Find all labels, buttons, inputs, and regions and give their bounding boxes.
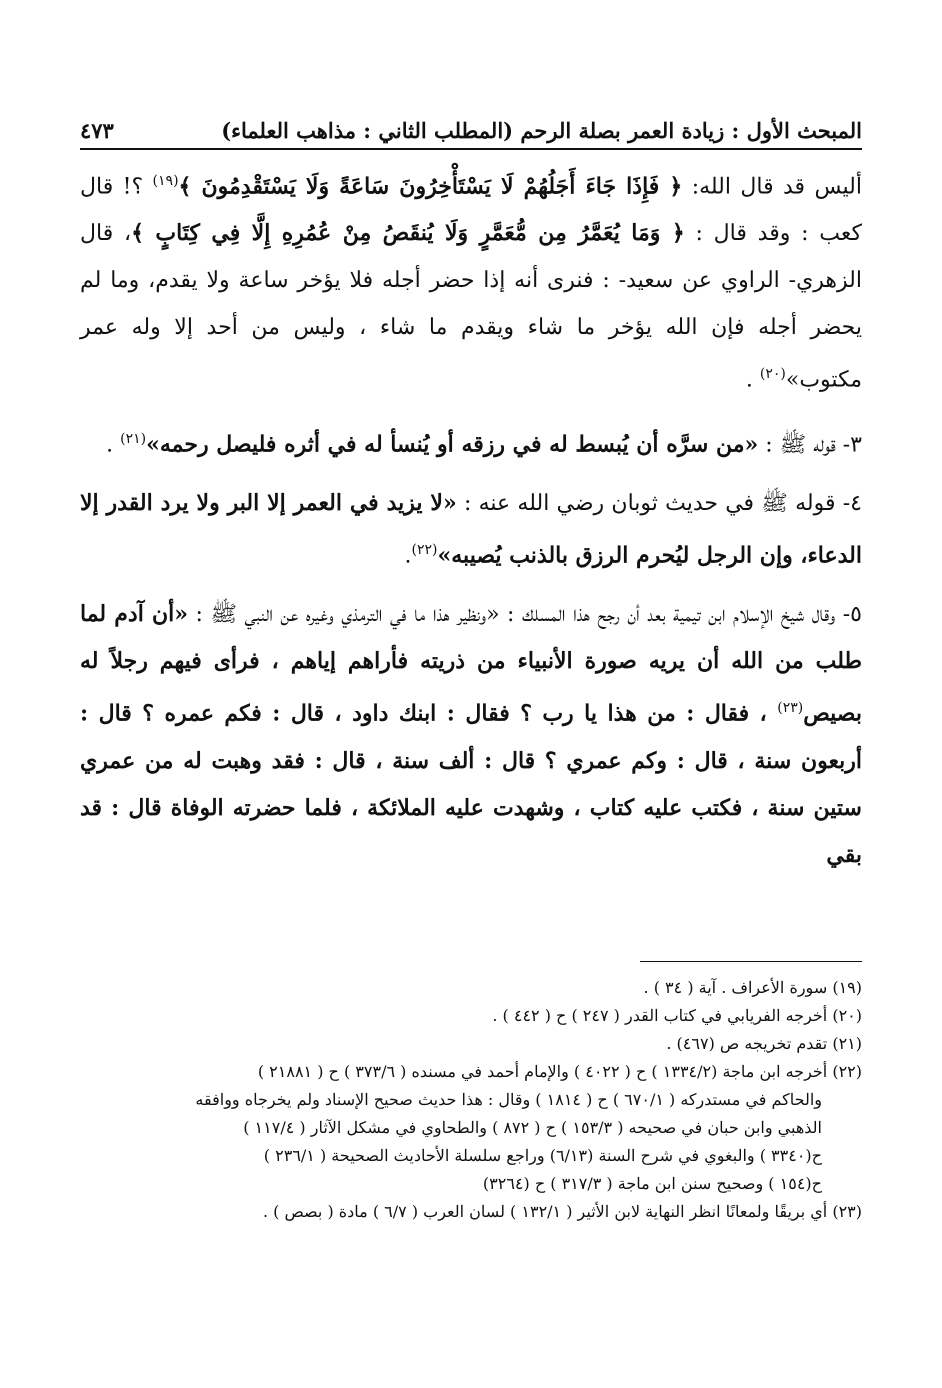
text-run: . <box>404 543 412 569</box>
footnote-22-line-4: ح(٣٣٤٠ ) والبغوي في شرح السنة (٦/١٣) وراجع سلسلة الأحاديث الصحيحة ( ٢٣٦/١ ) <box>263 1146 822 1165</box>
footnote-ref: (٢١) <box>120 430 147 447</box>
paragraph-1 <box>80 158 862 404</box>
quran-verse: ﴿ فَإِذَا جَاءَ أَجَلُهُمْ لَا يَسْتَأْخِرُونَ سَاعَةً وَلَا يَسْتَقْدِمُونَ ﴾ <box>178 173 683 200</box>
text-run: ، قال الزهري- الراوي عن سعيد- : فنرى أنه إذا حضر أجله فلا يؤخر ساعة ولا يقدم، وما لم يحضر أجله فإن الله يؤخر ما شاء ويقدم ما شاء ، وليس من أحد إلا وله عمر مكتوب» <box>80 221 862 393</box>
hadith-quote: «أن آدم لما طلب من الله أن يريه صورة الأنبياء من ذريته فأراهم إياهم ، فرأى فيهم رجلاً له بصيص <box>80 601 862 727</box>
header-divider <box>80 148 862 150</box>
book-page <box>80 0 862 1388</box>
footnote-ref: (٢٣) <box>777 700 804 717</box>
footnote-23: (٢٣) أي بريقًا ولمعانًا انظر النهاية لابن الأثير ( ١٣٢/١ ) لسان العرب ( ٦/٧ ) مادة ( بصص ) . <box>262 1202 862 1221</box>
hadith-quote: «من سرَّه أن يُبسط له في رزقه أو يُنسأ له في أثره فليصل رحمه» <box>146 430 759 457</box>
footnote-ref: (٢٢) <box>411 541 438 558</box>
footnote-22-line-3: الذهبي وابن حبان في صحيحه ( ١٥٣/٣ ) ح ( ٨٧٢ ) والطحاوي في مشكل الآثار ( ١١٧/٤ ) <box>243 1118 822 1137</box>
text-run: . <box>745 367 760 393</box>
text-run: ٥- وقال شيخ الإسلام ابن تيمية بعد أن رجح هذا المسلك : «ونظير هذا ما في الترمذي وغيره عن النبي ﷺ : <box>188 602 862 628</box>
paragraph-3 <box>80 480 862 579</box>
hadith-quote: «لا يزيد في العمر إلا البر ولا يرد القدر إلا الدعاء، وإن الرجل ليُحرم الرزق بالذنب يُصيبه» <box>80 489 862 569</box>
footnote-22-line-5: ح(١٥٤ ) وصحيح سنن ابن ماجة ( ٣١٧/٣ ) ح (٣٢٦٤) <box>482 1174 822 1193</box>
footnote-divider <box>640 961 862 962</box>
text-run: أليس قد قال الله: <box>682 174 862 200</box>
text-run: ٤- قوله ﷺ في حديث ثوبان رضي الله عنه : <box>456 490 862 516</box>
main-text <box>80 158 862 879</box>
footnote-ref: (١٩) <box>152 173 179 189</box>
paragraph-4 <box>80 591 862 878</box>
footnote-20: (٢٠) أخرجه الفريابي في كتاب القدر ( ٢٤٧ ) ح ( ٤٤٢ ) . <box>492 1006 862 1025</box>
footnote-19: (١٩) سورة الأعراف . آية ( ٣٤ ) . <box>643 978 862 997</box>
footnote-21: (٢١) تقدم تخريجه ص (٤٦٧) . <box>666 1034 862 1053</box>
footnote-ref: (٢٠) <box>759 366 786 383</box>
header-title: المبحث الأول : زيادة العمر بصلة الرحم (المطلب الثاني : مذاهب العلماء) <box>221 118 862 143</box>
footnote-22: (٢٢) أخرجه ابن ماجة (١٣٣٤/٢ ) ح ( ٤٠٢٢ ) والإمام أحمد في مسنده ( ٣٧٣/٦ ) ح ( ٢١٨٨١ ) <box>257 1062 862 1081</box>
text-run: . <box>106 431 121 457</box>
text-run: ٣- قوله ﷺ : <box>758 431 862 457</box>
hadith-quote: ، فقال : من هذا يا رب ؟ فقال : ابنك داود ، قال : فكم عمره ؟ قال : أربعون سنة ، قال : وكم عمري ؟ قال : ألف سنة ، قال : فقد وهبت له من عمري ستين سنة ، فكتب عليه كتاب ، وشهدت عليه الملائكة ، فلما حضرته الوفاة قال : قد بقي <box>80 700 862 868</box>
footnote-22-line-2: والحاكم في مستدركه ( ٦٧٠/١ ) ح ( ١٨١٤ ) وقال : هذا حديث صحيح الإسناد ولم يخرجاه ووافقه <box>195 1090 822 1109</box>
text-run: ؟! قال كعب : وقد قال : <box>80 174 862 247</box>
paragraph-2 <box>80 416 862 468</box>
quran-verse: ﴿ وَمَا يُعَمَّرُ مِن مُّعَمَّرٍ وَلَا يُنقَصُ مِنْ عُمُرِهِ إِلَّا فِي كِتَابٍ ﴾ <box>131 220 685 247</box>
page-number: ٤٧٣ <box>80 118 114 143</box>
running-header <box>80 103 862 143</box>
footnotes <box>80 974 862 1226</box>
